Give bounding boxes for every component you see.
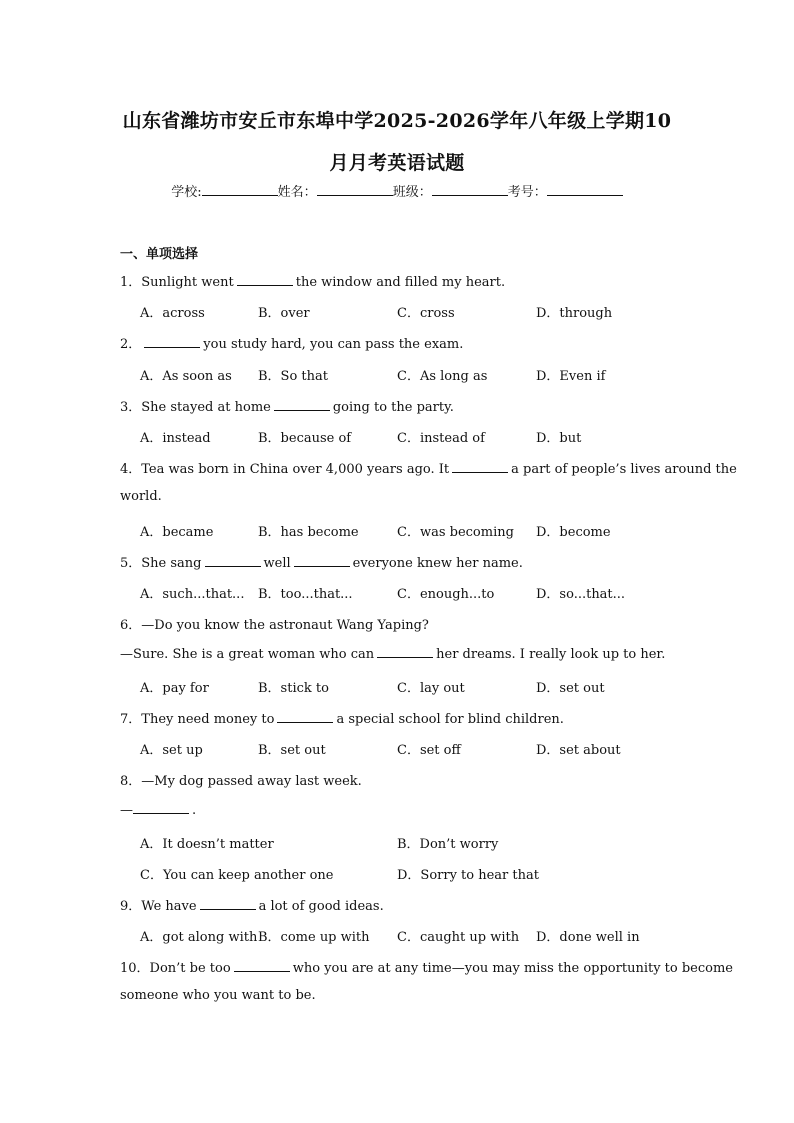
class-label: 班级： <box>392 185 432 200</box>
option-d[interactable]: D．set about <box>536 743 621 758</box>
option-b[interactable]: B．set out <box>258 743 326 758</box>
option-d[interactable]: D．but <box>536 431 582 446</box>
option-a[interactable]: A．such...that... <box>140 587 245 602</box>
question-text: her dreams. I really look up to her. <box>436 647 666 662</box>
answer-blank[interactable] <box>452 460 508 473</box>
option-d[interactable]: D．Sorry to hear that <box>397 868 539 883</box>
option-d[interactable]: D．so...that... <box>536 587 626 602</box>
question-4-continued: world. <box>120 489 162 504</box>
option-b[interactable]: B．stick to <box>258 681 329 696</box>
question-text: . <box>192 803 197 818</box>
name-blank[interactable] <box>317 183 393 196</box>
option-c[interactable]: C．cross <box>397 306 455 321</box>
question-8: 8．—My dog passed away last week. <box>120 774 362 789</box>
answer-blank[interactable] <box>294 554 350 567</box>
option-c[interactable]: C．You can keep another one <box>140 868 334 883</box>
question-5 <box>120 552 523 571</box>
option-b[interactable]: B．too...that... <box>258 587 353 602</box>
question-text: you study hard, you can pass the exam. <box>203 337 464 352</box>
question-1 <box>120 271 505 290</box>
question-text: the window and filled my heart. <box>295 275 506 290</box>
option-d[interactable]: D．set out <box>536 681 605 696</box>
question-10-continued: someone who you want to be. <box>120 988 316 1003</box>
option-c[interactable]: C．enough...to <box>397 587 495 602</box>
option-a[interactable]: A．instead <box>140 431 211 446</box>
answer-blank[interactable] <box>377 645 433 658</box>
option-b[interactable]: B．So that <box>258 369 328 384</box>
option-a[interactable]: A．As soon as <box>140 369 232 384</box>
answer-blank[interactable] <box>277 710 333 723</box>
option-d[interactable]: D．Even if <box>536 369 606 384</box>
answer-blank[interactable] <box>237 273 293 286</box>
question-text: everyone knew her name. <box>352 556 523 571</box>
question-text: well <box>263 556 291 571</box>
section-heading: 一、单项选择 <box>120 247 199 262</box>
answer-blank[interactable] <box>274 398 330 411</box>
answer-blank[interactable] <box>144 335 200 348</box>
question-10 <box>120 957 733 976</box>
option-a[interactable]: A．pay for <box>140 681 209 696</box>
option-a[interactable]: A．across <box>140 306 205 321</box>
question-7 <box>120 708 564 727</box>
question-3 <box>120 396 454 415</box>
option-a[interactable]: A．got along with <box>140 930 258 945</box>
question-text: 10．Don’t be too <box>120 961 231 976</box>
option-a[interactable]: A．became <box>140 525 214 540</box>
student-info-row <box>0 181 794 200</box>
question-9 <box>120 895 384 914</box>
option-c[interactable]: C．was becoming <box>397 525 514 540</box>
question-text: going to the party. <box>332 400 454 415</box>
school-blank[interactable] <box>202 183 278 196</box>
number-blank[interactable] <box>547 183 623 196</box>
question-text: 7．They need money to <box>120 712 275 727</box>
question-8-reply <box>120 801 196 818</box>
answer-blank[interactable] <box>234 959 290 972</box>
question-6: 6．—Do you know the astronaut Wang Yaping? <box>120 618 429 633</box>
option-b[interactable]: B．has become <box>258 525 359 540</box>
option-c[interactable]: C．As long as <box>397 369 488 384</box>
option-b[interactable]: B．come up with <box>258 930 370 945</box>
question-text: 3．She stayed at home <box>120 400 271 415</box>
question-text: a lot of good ideas. <box>258 899 384 914</box>
option-c[interactable]: C．set off <box>397 743 461 758</box>
question-text: a special school for blind children. <box>336 712 564 727</box>
name-label: 姓名： <box>277 185 317 200</box>
option-d[interactable]: D．done well in <box>536 930 640 945</box>
question-2 <box>120 333 463 352</box>
question-text: — <box>120 803 133 818</box>
question-text: who you are at any time—you may miss the opportunity to become <box>292 961 733 976</box>
question-text: 9．We have <box>120 899 197 914</box>
option-b[interactable]: B．because of <box>258 431 352 446</box>
number-label: 考号： <box>507 185 547 200</box>
question-text: 4．Tea was born in China over 4,000 years ago. It <box>120 462 450 477</box>
option-a[interactable]: A．set up <box>140 743 203 758</box>
option-b[interactable]: B．Don’t worry <box>397 837 499 852</box>
question-text: a part of people’s lives around the <box>511 462 737 477</box>
question-4 <box>120 458 737 477</box>
option-c[interactable]: C．caught up with <box>397 930 520 945</box>
school-label: 学校: <box>171 185 202 200</box>
question-6-reply <box>120 645 665 662</box>
answer-blank[interactable] <box>133 801 189 814</box>
question-text: 1．Sunlight went <box>120 275 234 290</box>
option-c[interactable]: C．lay out <box>397 681 465 696</box>
class-blank[interactable] <box>432 183 508 196</box>
option-d[interactable]: D．through <box>536 306 613 321</box>
answer-blank[interactable] <box>200 897 256 910</box>
option-b[interactable]: B．over <box>258 306 310 321</box>
question-text: —Sure. She is a great woman who can <box>120 647 375 662</box>
question-text: 5．She sang <box>120 556 202 571</box>
option-d[interactable]: D．become <box>536 525 611 540</box>
exam-title-line-1: 山东省潍坊市安丘市东埠中学2025-2026学年八年级上学期10 <box>122 110 672 132</box>
exam-title-line-2: 月月考英语试题 <box>329 152 465 174</box>
option-c[interactable]: C．instead of <box>397 431 485 446</box>
option-a[interactable]: A．It doesn’t matter <box>140 837 274 852</box>
question-text: 2． <box>120 337 142 352</box>
answer-blank[interactable] <box>205 554 261 567</box>
